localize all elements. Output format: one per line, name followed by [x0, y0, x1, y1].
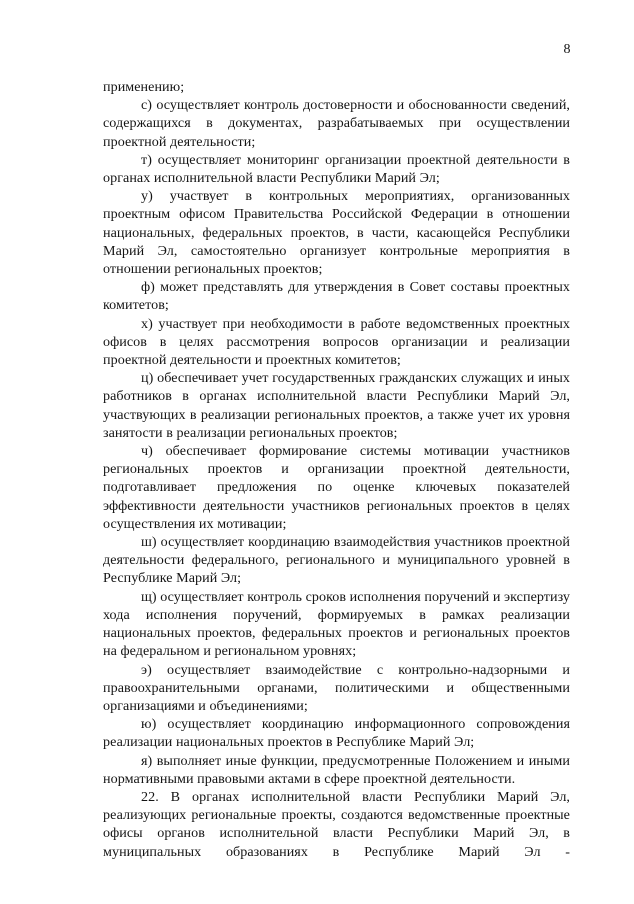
paragraph-item-ch: ч) обеспечивает формирование системы мотивации участников региональных проектов и организации проектной деятельности, подготавливает предложения по оценке ключевых показателей эффективности деятельности участников региональных проектов в целях осуществления их мотивации; [103, 443, 570, 532]
paragraph-item-t: т) осуществляет мониторинг организации проектной деятельности в органах исполнительной власти Республики Марий Эл; [103, 151, 570, 187]
paragraph-item-e: э) осуществляет взаимодействие с контрольно-надзорными и правоохранительными органами, политическими и общественными организациями и объединениями; [103, 661, 570, 714]
paragraph-continuation: применению; [103, 79, 185, 95]
paragraph-item-ya: я) выполняет иные функции, предусмотренные Положением и иными нормативными правовыми актами в сфере проектной деятельности. [103, 752, 570, 787]
paragraph-item-sh: ш) осуществляет координацию взаимодействия участников проектной деятельности федерального, регионального и муниципального уровней в Республике Марий Эл; [103, 534, 570, 587]
paragraph-section-22: 22. В органах исполнительной власти Республики Марий Эл, реализующих региональные проекты, создаются ведомственные проектные офисы органов исполнительной власти Республики Марий Эл, в муниципальных образованиях в Республике Марий Эл - [103, 788, 570, 860]
paragraph-item-f: ф) может представлять для утверждения в Совет составы проектных комитетов; [103, 279, 570, 314]
page-number: 8 [563, 42, 571, 57]
paragraph-item-s: с) осуществляет контроль достоверности и обоснованности сведений, содержащихся в документах, разрабатываемых при осуществлении проектной деятельности; [103, 97, 570, 150]
paragraph-item-u: у) участвует в контрольных мероприятиях, организованных проектным офисом Правительства Российской Федерации в отношении национальных, федеральных проектов, в части, касающейся Республики Марий Эл, самостоятельно организует контрольные мероприятия в отношении региональных проектов; [103, 188, 570, 278]
paragraph-item-kh: х) участвует при необходимости в работе ведомственных проектных офисов в целях рассмотрения вопросов организации и реализации проектной деятельности и проектных комитетов; [103, 315, 570, 369]
paragraph-item-ts: ц) обеспечивает учет государственных гражданских служащих и иных работников в органах исполнительной власти Республики Марий Эл, участвующих в реализации региональных проектов, а также учет их уровня занятости в реализации региональных проектов; [103, 370, 570, 441]
paragraph-item-yu: ю) осуществляет координацию информационного сопровождения реализации национальных проектов в Республике Марий Эл; [103, 716, 570, 751]
paragraph-item-shch: щ) осуществляет контроль сроков исполнения поручений и экспертизу хода исполнения поручений, формируемых в рамках реализации национальных проектов, федеральных проектов и региональных проектов на федеральном и региональном уровнях; [103, 588, 570, 660]
document-body [103, 78, 570, 861]
